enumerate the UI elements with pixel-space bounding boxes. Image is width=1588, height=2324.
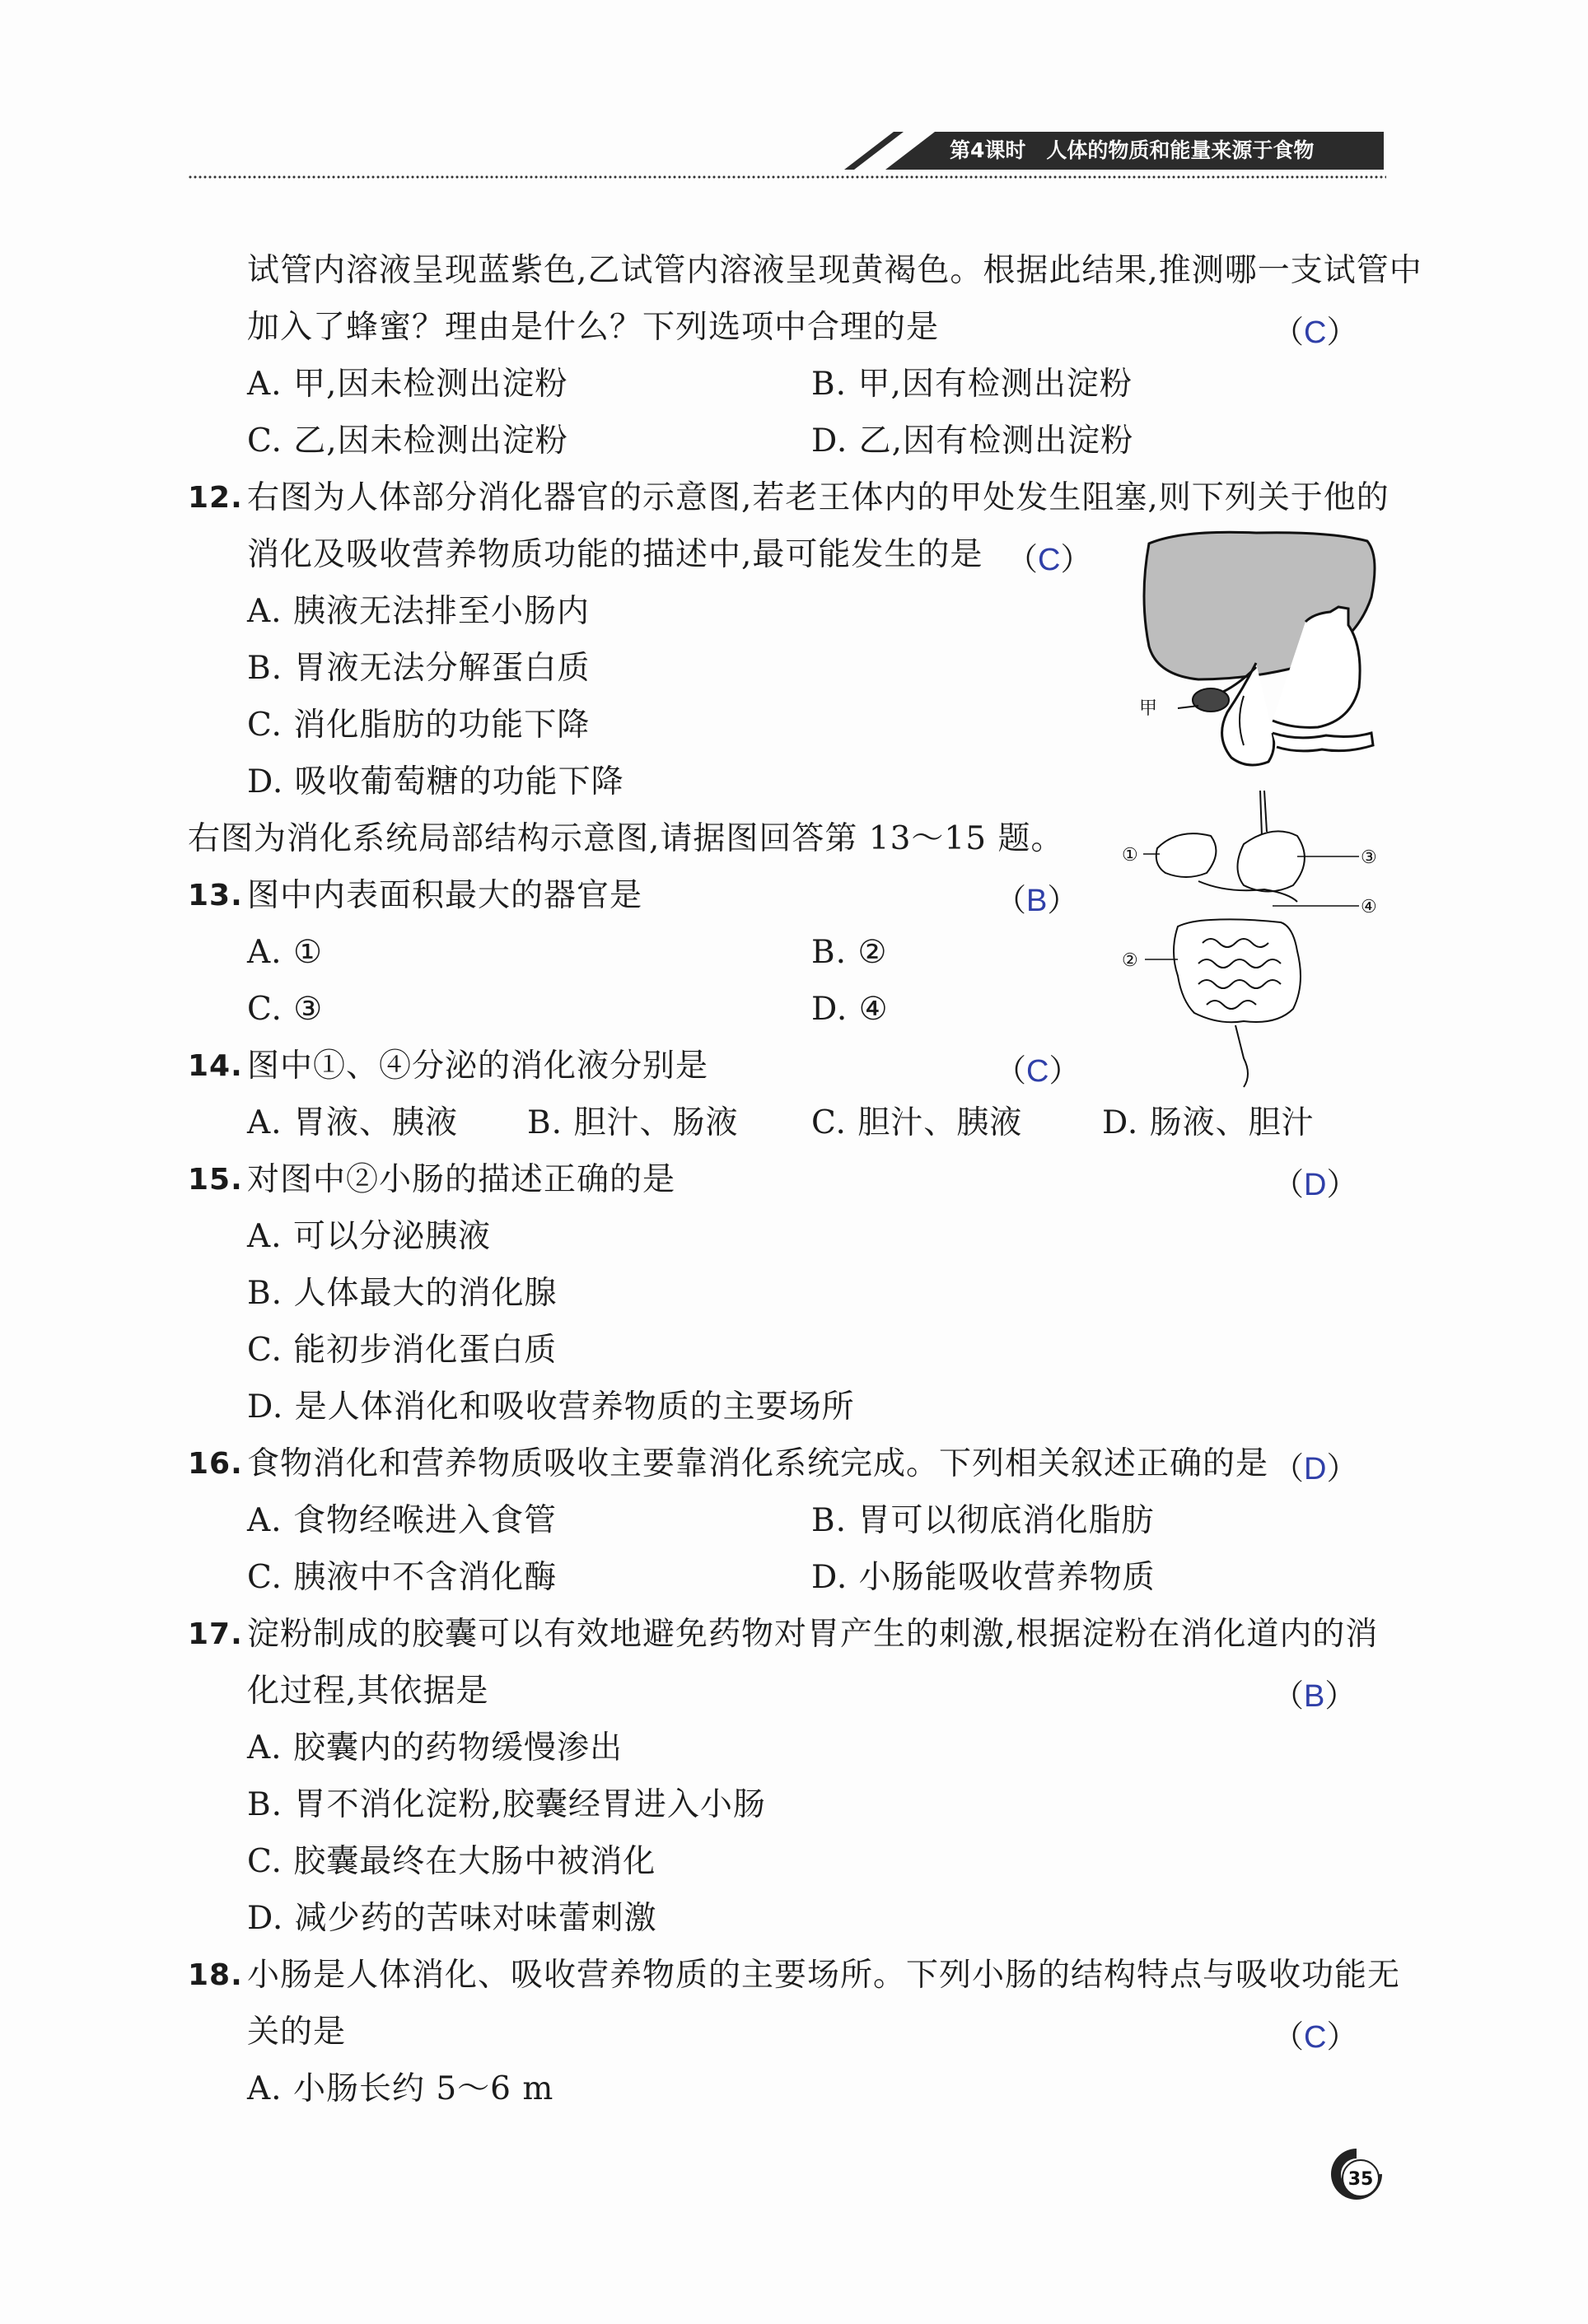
q14-option-b: B. 胆汁、肠液 bbox=[527, 1104, 739, 1141]
q11-answer: C bbox=[1304, 315, 1327, 350]
q14-option-a: A. 胃液、胰液 bbox=[247, 1104, 458, 1141]
q12-stem-line1: 右图为人体部分消化器官的示意图,若老王体内的甲处发生阻塞,则下列关于他的 bbox=[247, 479, 1390, 516]
q18-number: 18. bbox=[188, 1958, 243, 1992]
q13-option-b: B. ② bbox=[811, 934, 888, 971]
q11-stem-line2: 加入了蜂蜜？理由是什么？下列选项中合理的是 bbox=[247, 309, 940, 346]
q14-option-c: C. 胆汁、胰液 bbox=[811, 1104, 1023, 1141]
figure-label-3: ③ bbox=[1361, 847, 1377, 868]
q18-answer: C bbox=[1304, 2020, 1327, 2055]
q12-option-c: C. 消化脂肪的功能下降 bbox=[247, 707, 591, 744]
q17-option-c: C. 胶囊最终在大肠中被消化 bbox=[247, 1843, 656, 1880]
q17-option-b: B. 胃不消化淀粉,胶囊经胃进入小肠 bbox=[247, 1786, 766, 1823]
q17-number: 17. bbox=[188, 1617, 243, 1651]
q14-stem: 图中①、④分泌的消化液分别是 bbox=[247, 1048, 709, 1085]
q15-option-c: C. 能初步消化蛋白质 bbox=[247, 1332, 558, 1369]
q13-stem: 图中内表面积最大的器官是 bbox=[247, 877, 643, 914]
q16-option-b: B. 胃可以彻底消化脂肪 bbox=[811, 1502, 1155, 1539]
q13-option-c: C. ③ bbox=[247, 991, 324, 1028]
q13-answer: B bbox=[1026, 884, 1048, 918]
page-number-badge bbox=[1328, 2145, 1385, 2203]
q11-stem-line1: 试管内溶液呈现蓝紫色,乙试管内溶液呈现黄褐色。根据此结果,推测哪一支试管中 bbox=[247, 252, 1422, 289]
q11-option-d: D. 乙,因有检测出淀粉 bbox=[811, 422, 1134, 460]
q11-answer-bracket: （C） bbox=[1273, 314, 1358, 350]
header-dotted-rule bbox=[188, 175, 1386, 180]
q15-option-b: B. 人体最大的消化腺 bbox=[247, 1275, 558, 1312]
q15-answer: D bbox=[1304, 1168, 1327, 1202]
q13-number: 13. bbox=[188, 879, 243, 912]
q18-stem-line2: 关的是 bbox=[247, 2014, 347, 2051]
q11-option-c: C. 乙,因未检测出淀粉 bbox=[247, 422, 568, 460]
q14-number: 14. bbox=[188, 1049, 243, 1083]
q15-option-a: A. 可以分泌胰液 bbox=[247, 1218, 491, 1255]
q16-answer-bracket: （D） bbox=[1273, 1450, 1358, 1486]
q12-number: 12. bbox=[188, 481, 243, 515]
intro-questions-13-15: 右图为消化系统局部结构示意图,请据图回答第 13～15 题。 bbox=[188, 820, 1064, 857]
q12-answer: C bbox=[1038, 543, 1061, 577]
q15-stem: 对图中②小肠的描述正确的是 bbox=[247, 1161, 676, 1198]
q16-stem: 食物消化和营养物质吸收主要靠消化系统完成。下列相关叙述正确的是 bbox=[247, 1445, 1269, 1482]
q18-answer-bracket: （C） bbox=[1273, 2018, 1358, 2055]
figure-label-jia: 甲 bbox=[1139, 698, 1158, 719]
q13-option-d: D. ④ bbox=[811, 991, 889, 1028]
section-header: 第4课时 人体的物质和能量来源于食物 bbox=[935, 132, 1384, 170]
q13-answer-bracket: （B） bbox=[995, 882, 1079, 918]
q13-option-a: A. ① bbox=[247, 934, 323, 971]
q14-option-d: D. 肠液、胆汁 bbox=[1102, 1104, 1315, 1141]
q11-option-b: B. 甲,因有检测出淀粉 bbox=[811, 366, 1133, 403]
q14-answer: C bbox=[1026, 1054, 1049, 1089]
q16-option-a: A. 食物经喉进入食管 bbox=[247, 1502, 557, 1539]
figure-label-1: ① bbox=[1122, 845, 1138, 866]
q12-option-d: D. 吸收葡萄糖的功能下降 bbox=[247, 763, 624, 800]
q16-answer: D bbox=[1304, 1452, 1327, 1486]
figure-label-2: ② bbox=[1122, 950, 1138, 971]
q16-number: 16. bbox=[188, 1447, 243, 1481]
q12-option-a: A. 胰液无法排至小肠内 bbox=[247, 593, 590, 630]
q11-option-a: A. 甲,因未检测出淀粉 bbox=[247, 366, 568, 403]
digestive-system-figure bbox=[1120, 786, 1392, 1091]
q14-answer-bracket: （C） bbox=[995, 1052, 1081, 1089]
figure-label-4: ④ bbox=[1361, 897, 1377, 917]
q12-stem-line2: 消化及吸收营养物质功能的描述中,最可能发生的是 bbox=[247, 536, 983, 573]
q16-option-c: C. 胰液中不含消化酶 bbox=[247, 1559, 558, 1596]
q15-number: 15. bbox=[188, 1163, 243, 1197]
q15-answer-bracket: （D） bbox=[1273, 1166, 1358, 1202]
page-number: 35 bbox=[1347, 2169, 1374, 2190]
q17-answer-bracket: （B） bbox=[1273, 1678, 1357, 1714]
q16-option-d: D. 小肠能吸收营养物质 bbox=[811, 1559, 1156, 1596]
q18-stem-line1: 小肠是人体消化、吸收营养物质的主要场所。下列小肠的结构特点与吸收功能无 bbox=[247, 1957, 1401, 1994]
q17-answer: B bbox=[1304, 1679, 1325, 1714]
q12-answer-bracket: （C） bbox=[1007, 541, 1092, 577]
q17-option-d: D. 减少药的苦味对味蕾刺激 bbox=[247, 1900, 657, 1937]
q12-option-b: B. 胃液无法分解蛋白质 bbox=[247, 650, 591, 687]
digestive-organs-figure bbox=[1133, 523, 1388, 778]
q15-option-d: D. 是人体消化和吸收营养物质的主要场所 bbox=[247, 1388, 855, 1426]
q17-stem-line2: 化过程,其依据是 bbox=[247, 1673, 489, 1710]
q18-option-a: A. 小肠长约 5～6 m bbox=[247, 2070, 554, 2107]
q17-option-a: A. 胶囊内的药物缓慢渗出 bbox=[247, 1729, 623, 1766]
q17-stem-line1: 淀粉制成的胶囊可以有效地避免药物对胃产生的刺激,根据淀粉在消化道内的消 bbox=[247, 1616, 1379, 1653]
